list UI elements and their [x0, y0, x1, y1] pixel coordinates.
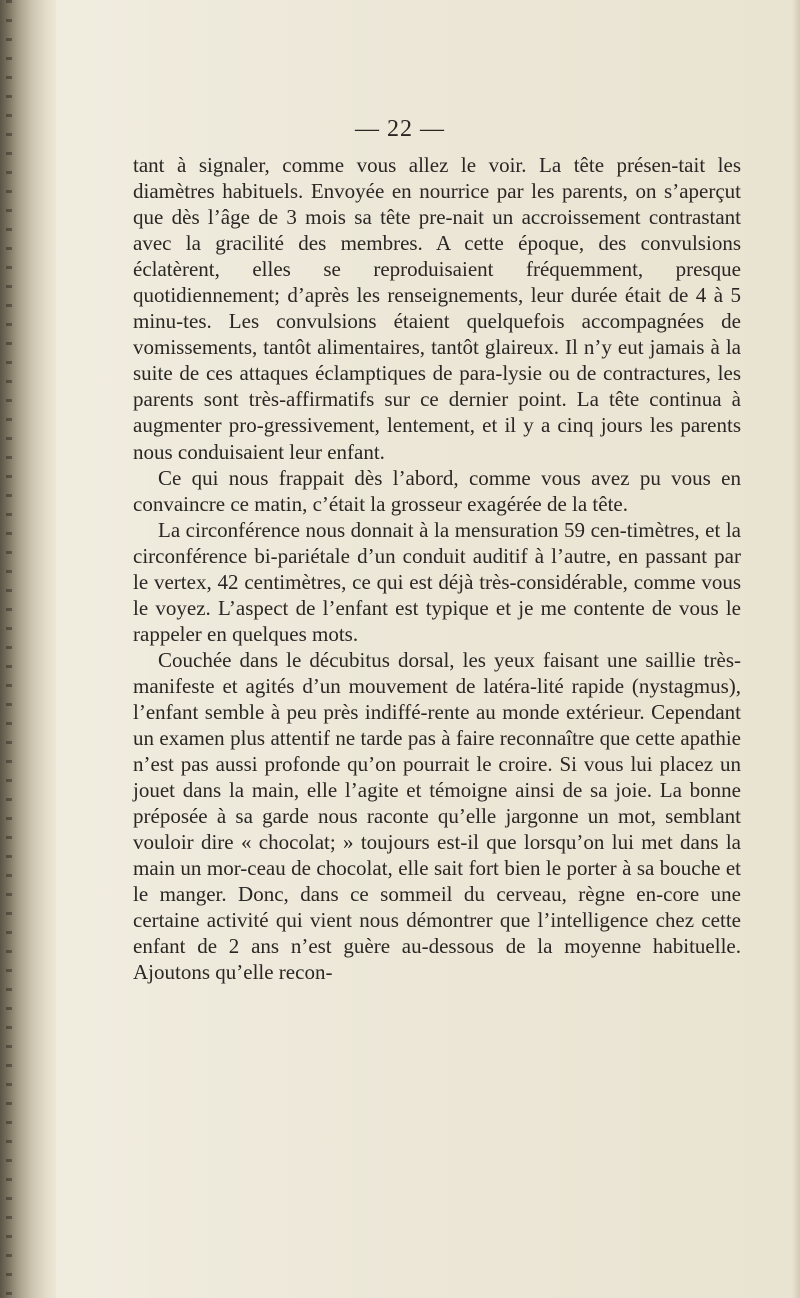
paragraph-examination: Couchée dans le décubitus dorsal, les yeux faisant une saillie très-manifeste et agités d’un mouvement de latéra-lité rapide (nystagmus), l’enfant semble à peu près indiffé-rente au monde extérieur. Cependant un examen plus attentif ne tarde pas à faire reconnaître que cette apathie n’est pas aussi profonde qu’on pourrait le croire. Si vous lui placez un jouet dans la main, elle l’agite et témoigne ainsi de sa joie. La bonne préposée à sa garde nous raconte qu’elle jargonne un mot, semblant vouloir dire « chocolat; » toujours est-il que lorsqu’on lui met dans la main un mor-ceau de chocolat, elle sait fort bien le porter à sa bouche et le manger. Donc, dans ce sommeil du cerveau, règne en-core une certaine activité qui vient nous démontrer que l’intelligence chez cette enfant de 2 ans n’est guère au-dessous de la moyenne habituelle. Ajoutons qu’elle recon-: [133, 647, 741, 985]
paragraph-measurements: La circonférence nous donnait à la mensuration 59 cen-timètres, et la circonférence bi-pariétale d’un conduit auditif à l’autre, en passant par le vertex, 42 centimètres, ce qui est déjà très-considérable, comme vous le voyez. L’aspect de l’enfant est typique et je me contente de vous le rappeler en quelques mots.: [133, 517, 741, 646]
page-number: — 22 —: [355, 116, 445, 142]
paragraph-head-size: Ce qui nous frappait dès l’abord, comme vous avez pu vous en convaincre ce matin, c’était la grosseur exagérée de la tête.: [133, 465, 741, 516]
page-text-body: [133, 152, 741, 986]
page-binding-edge: [0, 0, 56, 1298]
page-outer-edge: [792, 0, 800, 1298]
paragraph-continuation: tant à signaler, comme vous allez le voir. La tête présen-tait les diamètres habituels. Envoyée en nourrice par les parents, on s’aperçut que dès l’âge de 3 mois sa tête pre-nait un accroissement contrastant avec la gracilité des membres. A cette époque, des convulsions éclatèrent, elles se reproduisaient fréquemment, presque quotidiennement; d’après les renseignements, leur durée était de 4 à 5 minu-tes. Les convulsions étaient quelquefois accompagnées de vomissements, tantôt alimentaires, tantôt glaireux. Il n’y eut jamais à la suite de ces attaques éclamptiques de para-lysie ou de contractures, les parents sont très-affirmatifs sur ce dernier point. La tête continua à augmenter pro-gressivement, lentement, et il y a cinq jours les parents nous conduisaient leur enfant.: [133, 153, 741, 464]
